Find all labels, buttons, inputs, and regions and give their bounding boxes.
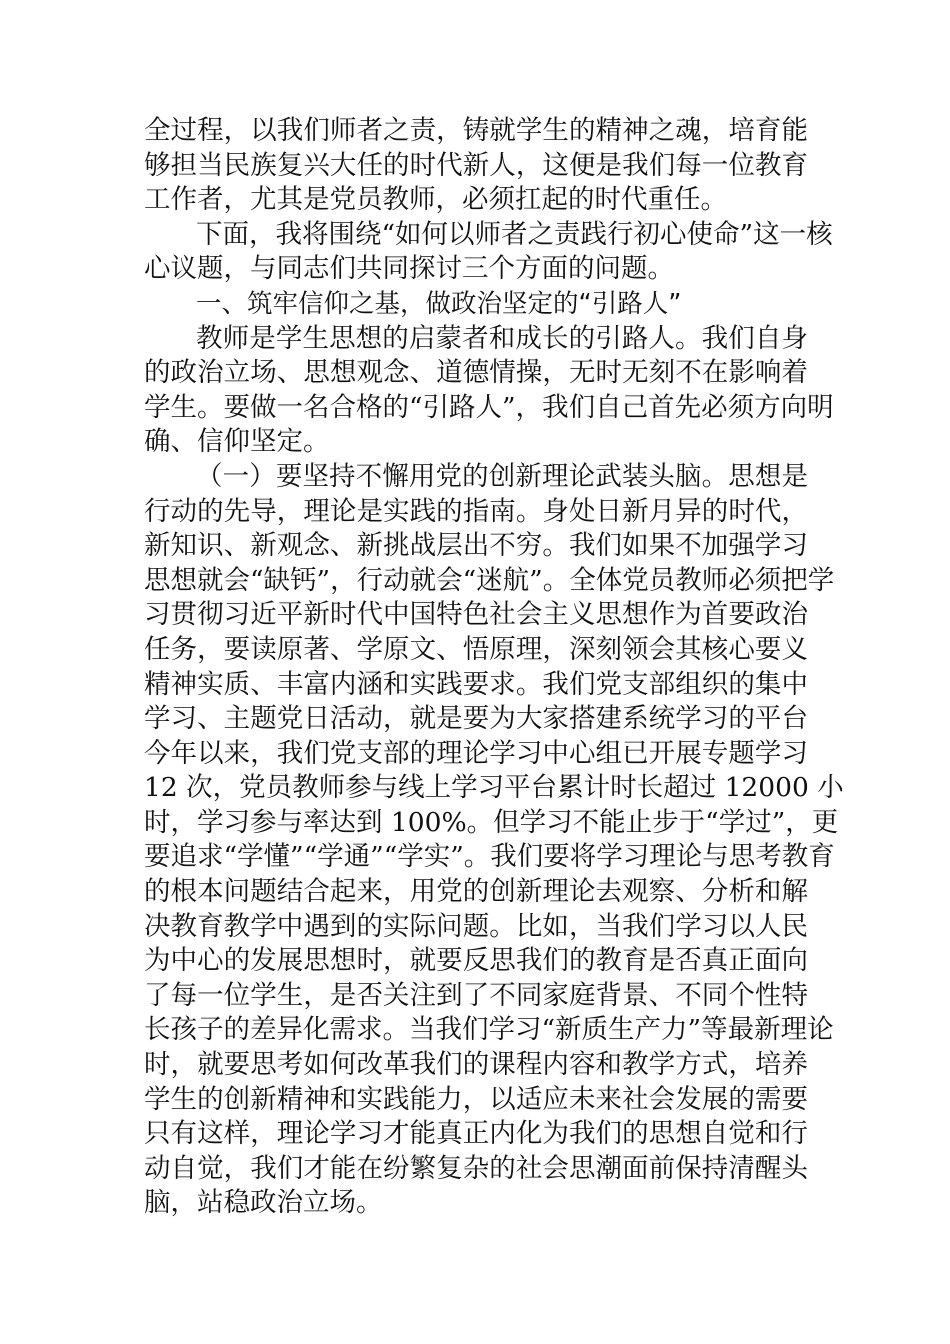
text-line: 习贯彻习近平新时代中国特色社会主义思想作为首要政治	[144, 599, 808, 631]
text-line: 工作者，尤其是党员教师，必须扛起的时代重任。	[144, 184, 727, 216]
text-line: 了每一位学生，是否关注到了不同家庭背景、不同个性特	[144, 979, 808, 1011]
text-line: 新知识、新观念、新挑战层出不穷。我们如果不加强学习	[144, 530, 808, 562]
paragraph	[144, 322, 834, 460]
text-line: 决教育教学中遇到的实际问题。比如，当我们学习以人民	[144, 910, 808, 942]
text-line: 学生。要做一名合格的“引路人”，我们自己首先必须方向明	[144, 391, 834, 423]
text-line: 心议题，与同志们共同探讨三个方面的问题。	[144, 253, 674, 285]
text-line: 任务，要读原著、学原文、悟原理，深刻领会其核心要义	[144, 633, 808, 665]
text-line: 行动的先导，理论是实践的指南。身处日新月异的时代，	[144, 495, 808, 527]
document-body	[144, 114, 844, 1221]
text-line: 今年以来，我们党支部的理论学习中心组已开展专题学习	[144, 737, 808, 769]
text-line: 思想就会“缺钙”，行动就会“迷航”。全体党员教师必须把学	[144, 564, 835, 596]
text-line: 的政治立场、思想观念、道德情操，无时无刻不在影响着	[144, 357, 808, 389]
text-line: 动自觉，我们才能在纷繁复杂的社会思潮面前保持清醒头	[144, 1152, 808, 1184]
text-line: 为中心的发展思想时，就要反思我们的教育是否真正面向	[144, 945, 808, 977]
text-line: 长孩子的差异化需求。当我们学习“新质生产力”等最新理论	[144, 1014, 834, 1046]
section-heading	[144, 287, 808, 322]
text-line: 学生的创新精神和实践能力，以适应未来社会发展的需要	[144, 1083, 808, 1115]
text-line: 确、信仰坚定。	[144, 426, 330, 458]
heading-text-line: 一、筑牢信仰之基，做政治坚定的“引路人”	[196, 288, 682, 319]
text-line: 脑，站稳政治立场。	[144, 1187, 383, 1219]
text-line: 的根本问题结合起来，用党的创新理论去观察、分析和解	[144, 876, 808, 908]
text-line: 要追求“学懂”“学通”“学实”。我们要将学习理论与思考教育	[144, 841, 835, 873]
text-line: 精神实质、丰富内涵和实践要求。我们党支部组织的集中	[144, 668, 808, 700]
text-line: 只有这样，理论学习才能真正内化为我们的思想自觉和行	[144, 1118, 808, 1150]
text-line: （一）要坚持不懈用党的创新理论武装头脑。思想是	[196, 460, 808, 492]
paragraph	[144, 218, 833, 287]
paragraph	[144, 460, 844, 1221]
paragraph	[144, 114, 808, 218]
text-line: 教师是学生思想的启蒙者和成长的引路人。我们自身	[196, 322, 808, 354]
text-line: 下面，我将围绕“如何以师者之责践行初心使命”这一核	[196, 218, 833, 250]
text-line: 够担当民族复兴大任的时代新人，这便是我们每一位教育	[144, 149, 808, 181]
text-line: 时，学习参与率达到 100%。但学习不能止步于“学过”，更	[144, 806, 839, 838]
text-line: 全过程，以我们师者之责，铸就学生的精神之魂，培育能	[144, 115, 808, 146]
text-line: 时，就要思考如何改革我们的课程内容和教学方式，培养	[144, 1049, 808, 1081]
text-line: 学习、主题党日活动，就是要为大家搭建系统学习的平台	[144, 703, 808, 735]
text-line: 12 次，党员教师参与线上学习平台累计时长超过 12000 小	[144, 772, 844, 804]
